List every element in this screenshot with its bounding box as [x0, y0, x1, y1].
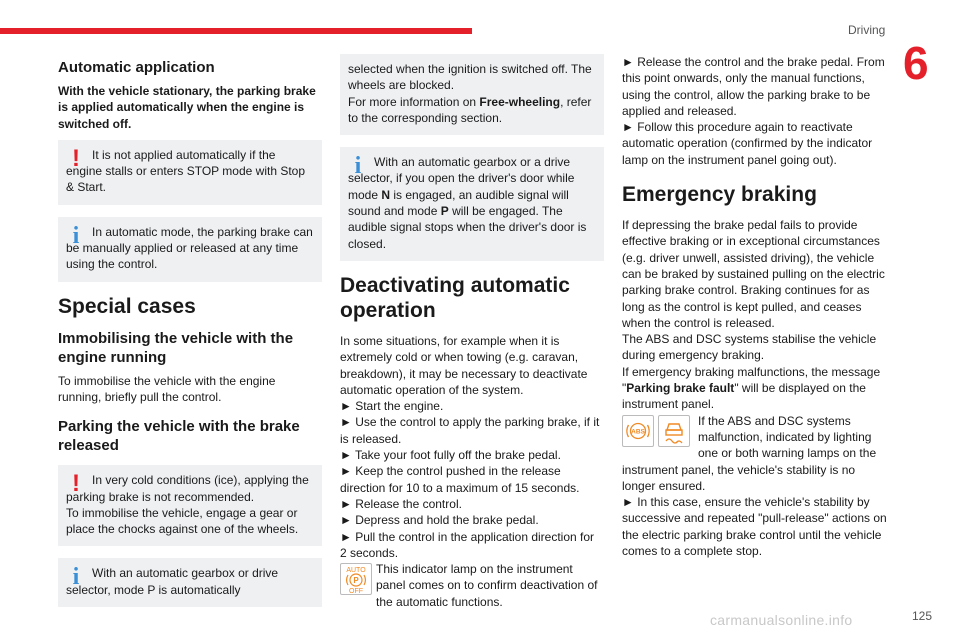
warning-text: In very cold conditions (ice), applying the parking brake is not recommended.: [66, 473, 309, 504]
abs-lamp-label: ABS: [631, 428, 645, 436]
warning-box-cold: [58, 465, 322, 546]
fault-post: " will be displayed on the instrument panel.: [622, 381, 866, 412]
column-3: [622, 54, 890, 559]
lamp-label-auto: AUTO: [346, 567, 366, 575]
paragraph-abs-dsc: The ABS and DSC systems stabilise the vehicle during emergency braking.: [622, 332, 877, 363]
paragraph-fault: [622, 364, 890, 413]
fault-message: Parking brake fault: [626, 381, 735, 396]
info-box-continued: [340, 54, 604, 135]
step-item: ► Follow this procedure again to reactivate automatic operation (confirmed by the indicator lamp on the instrument panel going out).: [622, 120, 873, 167]
heading-immobilising: Immobilising the vehicle with the engine running: [58, 329, 294, 366]
heading-automatic-application: Automatic application: [58, 59, 215, 76]
info-text: selected when the ignition is switched off. The wheels are blocked.: [348, 62, 592, 93]
warning-box-stall: [58, 140, 322, 205]
page-number: 125: [912, 609, 933, 623]
warning-lamps: [622, 415, 694, 447]
step-item: ► Pull the control in the application direction for 2 seconds.: [340, 529, 595, 560]
warning-icon: !: [72, 470, 80, 498]
section-title: Driving: [848, 23, 886, 37]
auto-p-off-lamp-icon: [340, 563, 372, 595]
door-text-c: will be engaged. The audible signal stops when the driver's door is closed.: [348, 204, 587, 251]
deactivation-steps: [340, 398, 604, 561]
info-box-gearbox: [58, 558, 322, 607]
step-item: ► Take your foot fully off the brake pedal.: [340, 448, 561, 463]
dsc-lamp-icon: [658, 415, 690, 447]
info-text: In automatic mode, the parking brake can be manually applied or released at any time using the control.: [66, 224, 313, 272]
column-1: [58, 54, 322, 619]
step-item: ► Release the control and the brake pedal. From this point onwards, only the manual functions, using the control, allow the parking brake to be applied and released.: [622, 55, 885, 118]
paragraph-emergency: If depressing the brake pedal fails to provide effective braking or in exceptional circumstances (e.g. driver unwell, assisted driving), the vehicle can be braked by sustained pulling on the electric parking brake control. Braking continues for as long as the control is kept pulled, and ceases when the control is released.: [622, 218, 885, 330]
info-icon: i: [354, 153, 362, 180]
info-box-manual: [58, 217, 322, 282]
warning-icon: !: [72, 144, 80, 172]
heading-special-cases: Special cases: [58, 294, 196, 318]
chapter-number: 6: [903, 37, 929, 89]
paragraph-deactivating: In some situations, for example when it is extremely cold or when towing (e.g. caravan, breakdown), it may be necessary to deactivate automatic operation of the system.: [340, 333, 588, 397]
info-more: [348, 94, 596, 127]
info-text: [348, 154, 596, 252]
lamp-label-p: P: [353, 576, 359, 586]
info-icon: i: [72, 222, 80, 249]
step-item: ► Depress and hold the brake pedal.: [340, 513, 539, 528]
info-icon: i: [72, 564, 80, 591]
heading-emergency-braking: Emergency braking: [622, 183, 817, 207]
info-more-pre: For more information on: [348, 94, 480, 109]
heading-parking-released: Parking the vehicle with the brake released: [58, 418, 300, 455]
lamp-label-off: OFF: [349, 588, 363, 595]
step-item: ► Use the control to apply the parking brake, if it is released.: [340, 415, 600, 446]
mode-p: P: [440, 204, 449, 219]
fault-pre: If emergency braking malfunctions, the message ": [622, 364, 881, 396]
step-item: ► Keep the control pushed in the release direction for 10 to a maximum of 15 seconds.: [340, 464, 580, 495]
heading-deactivating: Deactivating automatic operation: [340, 273, 570, 322]
paragraph-immobilising: To immobilise the vehicle with the engine running, briefly pull the control.: [58, 373, 276, 404]
info-text: With an automatic gearbox or drive selector, mode P is automatically: [66, 566, 279, 597]
warning-text-continued: To immobilise the vehicle, engage a gear or place the chocks against one of the wheels.: [66, 505, 299, 537]
column-2: [340, 54, 604, 610]
final-step: ► In this case, ensure the vehicle's stability by successive and repeated "pull-release" actions on the electric parking brake control until the vehicle comes to a complete stop.: [622, 495, 887, 559]
door-text-a: With an automatic gearbox or a drive selector, if you open the driver's door while mode: [348, 155, 575, 202]
abs-dsc-lamp-note: [622, 413, 890, 494]
step-item: ► Release the control.: [340, 496, 462, 511]
paragraph-automatic: With the vehicle stationary, the parking brake is applied automatically when the engine is switched off.: [58, 84, 316, 131]
watermark: carmanualsonline.info: [710, 612, 853, 628]
warning-text: It is not applied automatically if the engine stalls or enters STOP mode with Stop & Start.: [66, 147, 306, 195]
info-more-post: , refer to the corresponding section.: [348, 94, 592, 125]
free-wheeling-link-text: Free-wheeling: [479, 94, 561, 109]
mode-n: N: [381, 187, 391, 202]
auto-p-off-lamp-note: [340, 561, 604, 610]
abs-lamp-icon: [622, 415, 654, 447]
lamp-text: If the ABS and DSC systems malfunction, indicated by lighting one or both warning lamps on the instrument panel, the vehicle's stability is no longer ensured.: [622, 413, 877, 493]
step-item: ► Start the engine.: [340, 399, 444, 414]
lamp-text: This indicator lamp on the instrument panel comes on to confirm deactivation of the automatic functions.: [376, 562, 598, 609]
info-box-door: [340, 147, 604, 261]
door-text-b: is engaged, an audible signal will sound and mode: [348, 187, 569, 219]
header-accent-bar: [0, 28, 472, 34]
